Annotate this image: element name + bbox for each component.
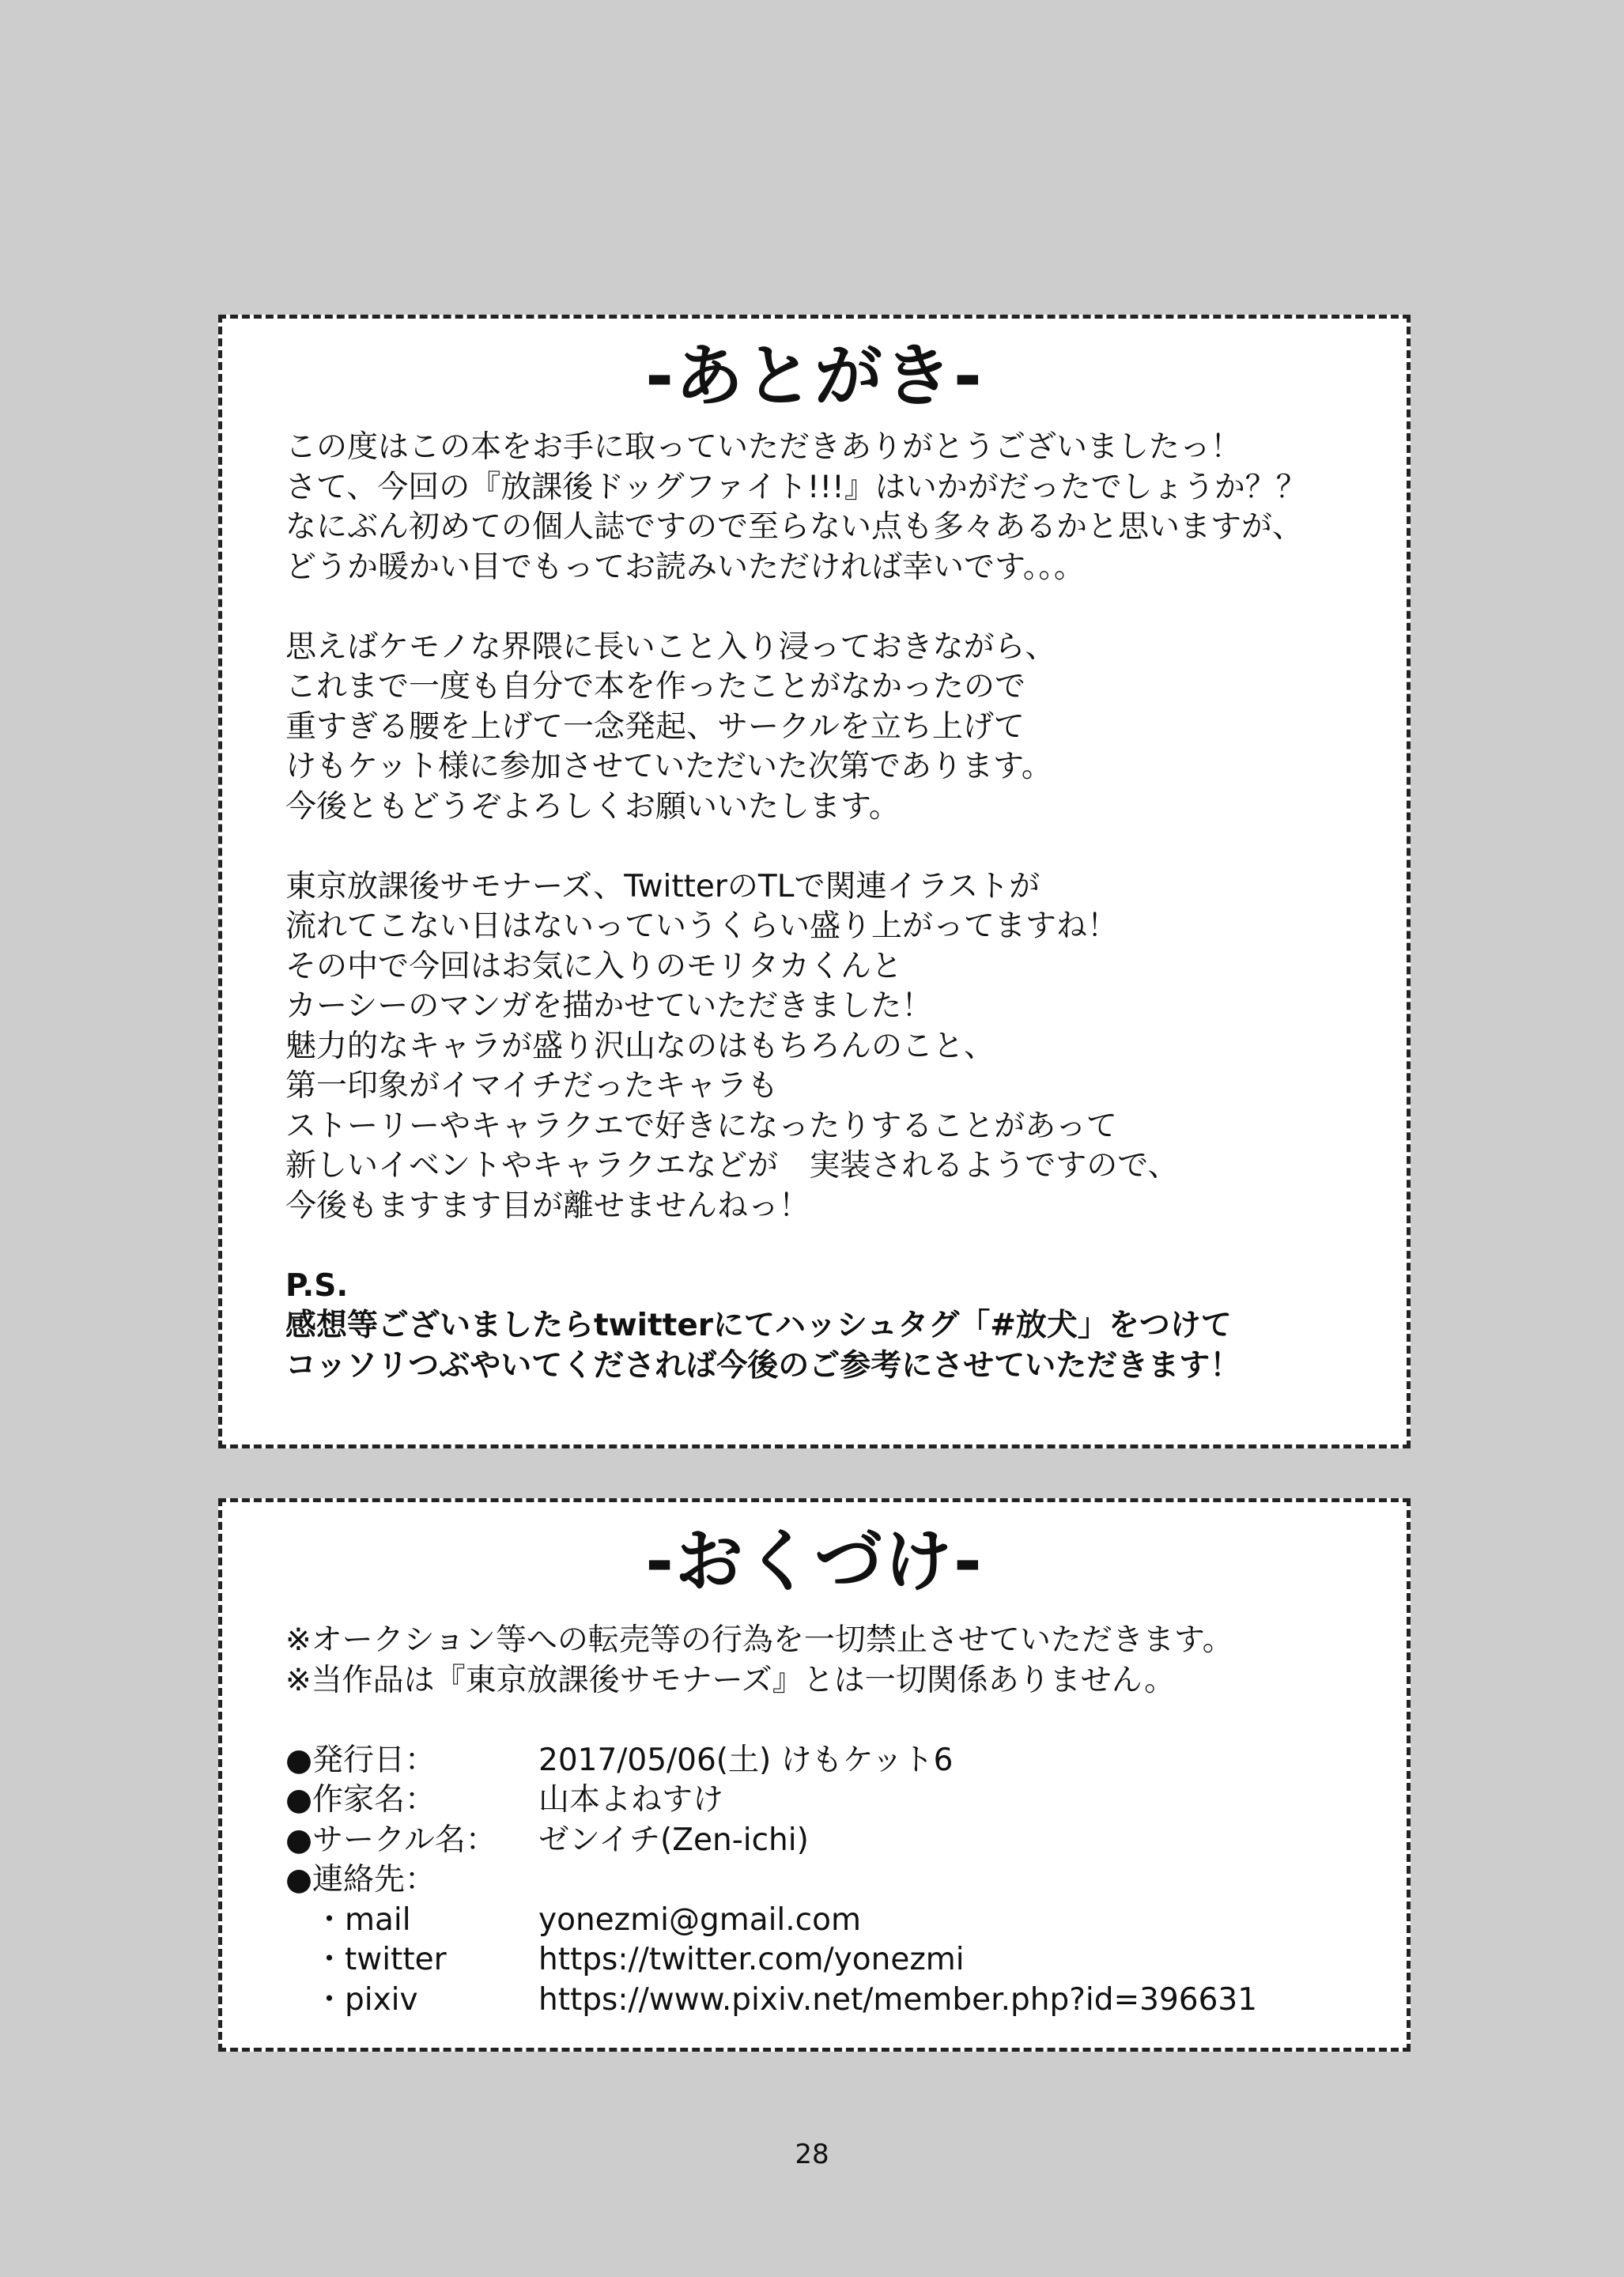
text-line: 新しいイベントやキャラクエなどが 実装されるようですので、 xyxy=(285,1148,1179,1184)
text-line: これまで一度も自分で本を作ったことがなかったので xyxy=(285,669,1026,704)
text-line: さて、今回の『放課後ドッグファイト!!!』はいかがだったでしょうか？？ xyxy=(285,469,1307,505)
text-line: 流れてこない日はないっていうくらい盛り上がってますね！ xyxy=(285,908,1119,944)
info-label: ●作家名： xyxy=(285,1782,436,1818)
paragraph xyxy=(285,867,1375,1227)
colophon-box xyxy=(218,1498,1411,2052)
text-line: どうか暖かい目でもってお読みいただければ幸いです。。。 xyxy=(285,549,1085,585)
contact-label: ・pixiv xyxy=(314,1981,418,2018)
paragraph-gap xyxy=(285,1226,1375,1267)
colophon-body xyxy=(285,1621,1375,2020)
text-line: なにぶん初めての個人誌ですので至らない点も多々あるかと思いますが、 xyxy=(285,509,1304,545)
page-number: 28 xyxy=(795,2139,829,2170)
contact-mail-row xyxy=(285,1901,1375,1941)
publish-date-row xyxy=(285,1741,1375,1781)
notice-line: ※オークション等への転売等の行為を一切禁止させていただきます。 xyxy=(285,1622,1233,1658)
contact-label: ・twitter xyxy=(314,1942,447,1977)
text-line: カーシーのマンガを描かせていただきました！ xyxy=(285,988,933,1024)
paragraph-gap xyxy=(285,1701,1375,1741)
ps-heading: P.S. xyxy=(285,1267,349,1304)
contact-twitter-row xyxy=(285,1940,1375,1981)
text-line: ストーリーやキャラクエで好きになったりすることがあって xyxy=(285,1108,1117,1144)
info-value: ゼンイチ(Zen-ichi) xyxy=(538,1822,809,1858)
contact-pixiv-row xyxy=(285,1981,1375,2021)
contact-value: yonezmi@gmail.com xyxy=(538,1901,861,1938)
info-label: ●発行日： xyxy=(285,1742,436,1778)
text-line: 第一印象がイマイチだったキャラも xyxy=(285,1068,779,1104)
afterword-box xyxy=(218,315,1411,1448)
text-line: 今後ともどうぞよろしくお願いいたします。 xyxy=(285,788,900,825)
colophon-title: -おくづけ- xyxy=(645,1522,984,1601)
contact-row xyxy=(285,1860,1375,1901)
info-value: 2017/05/06(土) けもケット6 xyxy=(538,1742,954,1778)
ps-line: コッソリつぶやいてくだされば今後のご参考にさせていただきます！ xyxy=(285,1347,1241,1384)
paragraph xyxy=(285,628,1375,828)
afterword-title: -あとがき- xyxy=(645,337,984,416)
author-row xyxy=(285,1780,1375,1821)
info-label: ●連絡先： xyxy=(285,1862,436,1898)
text-line: けもケット様に参加させていただいた次第であります。 xyxy=(285,749,1052,784)
paragraph-gap xyxy=(285,587,1375,628)
circle-row xyxy=(285,1821,1375,1861)
contact-value: https://www.pixiv.net/member.php?id=396631 xyxy=(538,1981,1258,2018)
info-value: 山本よねすけ xyxy=(538,1782,724,1818)
text-line: 思えばケモノな界隈に長いこと入り浸っておきながら、 xyxy=(285,629,1056,665)
contact-value: https://twitter.com/yonezmi xyxy=(538,1942,965,1977)
contact-label: ・mail xyxy=(314,1901,411,1938)
ps-line: 感想等ございましたらtwitterにてハッシュタグ「#放犬」をつけて xyxy=(285,1308,1232,1343)
text-line: 東京放課後サモナーズ、TwitterのTLで関連イラストが xyxy=(285,868,1040,904)
postscript xyxy=(285,1267,1375,1387)
info-label: ●サークル名： xyxy=(285,1822,497,1858)
text-line: 魅力的なキャラが盛り沢山なのはもちろんのこと、 xyxy=(285,1028,995,1064)
text-line: その中で今回はお気に入りのモリタカくんと xyxy=(285,948,903,984)
paragraph xyxy=(285,428,1375,587)
afterword-body xyxy=(285,428,1375,1386)
paragraph-gap xyxy=(285,827,1375,867)
text-line: 今後もますます目が離せませんねっ！ xyxy=(285,1188,810,1224)
text-line: 重すぎる腰を上げて一念発起、サークルを立ち上げて xyxy=(285,708,1025,745)
notice-line: ※当作品は『東京放課後サモナーズ』とは一切関係ありません。 xyxy=(285,1662,1176,1698)
text-line: この度はこの本をお手に取っていただきありがとうございましたっ！ xyxy=(285,429,1242,465)
